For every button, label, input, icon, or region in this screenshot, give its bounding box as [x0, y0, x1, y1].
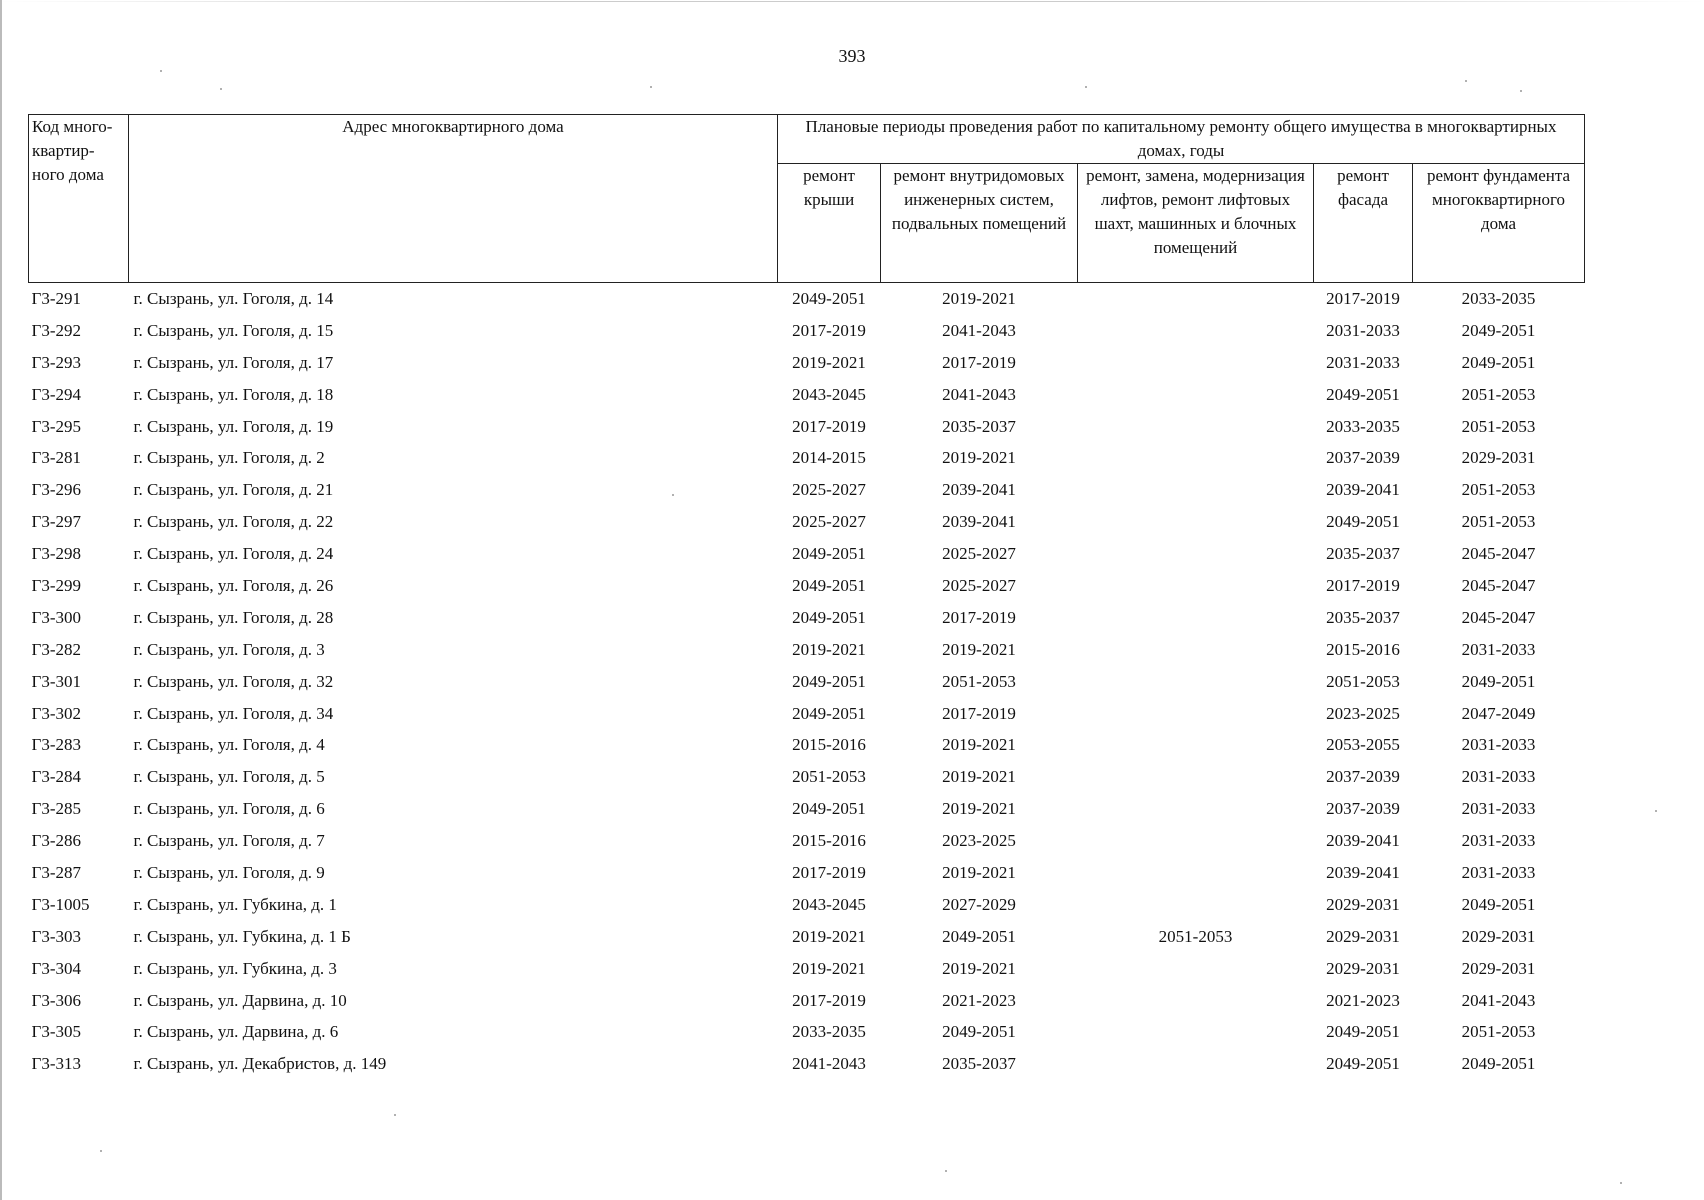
- repair-plan-table: [28, 114, 1585, 1080]
- house-code-cell: Г3-304: [31, 958, 81, 978]
- elevator-period-cell: [1078, 985, 1314, 1017]
- house-code-cell: Г3-293: [31, 352, 81, 372]
- house-address-cell: г. Сызрань, ул. Губкина, д. 1: [133, 894, 337, 914]
- engineering-period-cell: 2039-2041: [942, 512, 1016, 532]
- scan-speck: [1520, 90, 1522, 92]
- foundation-period-cell: 2029-2031: [1461, 448, 1536, 468]
- roof-period-cell: 2049-2051: [792, 671, 866, 691]
- roof-period-cell: 2041-2043: [792, 1054, 866, 1074]
- roof-period-cell: 2049-2051: [792, 799, 866, 819]
- roof-period-cell: 2017-2019: [792, 990, 866, 1010]
- scan-speck: [1655, 810, 1657, 812]
- foundation-period-cell: 2049-2051: [1461, 671, 1536, 691]
- house-code-cell: Г3-301: [31, 671, 81, 691]
- house-code-cell: Г3-283: [31, 735, 81, 755]
- house-code-cell: Г3-297: [31, 512, 81, 532]
- foundation-period-cell: 2051-2053: [1461, 1022, 1536, 1042]
- engineering-period-cell: 2017-2019: [942, 352, 1016, 372]
- roof-period-cell: 2019-2021: [792, 352, 866, 372]
- scan-speck: [394, 1114, 396, 1116]
- house-code-cell: Г3-305: [31, 1022, 81, 1042]
- engineering-period-cell: 2019-2021: [942, 735, 1016, 755]
- elevator-period-cell: [1078, 283, 1314, 315]
- roof-period-cell: 2043-2045: [792, 384, 866, 404]
- foundation-period-cell: 2045-2047: [1461, 544, 1536, 564]
- house-code-cell: Г3-296: [31, 480, 81, 500]
- foundation-period-cell: 2051-2053: [1461, 416, 1536, 436]
- elevator-period-cell: 2051-2053: [1158, 926, 1233, 946]
- engineering-period-cell: 2019-2021: [942, 958, 1016, 978]
- table-row: [29, 379, 1585, 411]
- house-address-cell: г. Сызрань, ул. Дарвина, д. 10: [133, 990, 347, 1010]
- header-elevators: ремонт, замена, модернизация лифтов, ремонт лифтовых шахт, машинных и блочных помещений: [1078, 164, 1314, 283]
- table-row: [29, 1048, 1585, 1080]
- roof-period-cell: 2051-2053: [792, 767, 866, 787]
- facade-period-cell: 2031-2033: [1326, 320, 1400, 340]
- facade-period-cell: 2049-2051: [1326, 1022, 1400, 1042]
- facade-period-cell: 2015-2016: [1326, 639, 1400, 659]
- table-row: [29, 474, 1585, 506]
- elevator-period-cell: [1078, 538, 1314, 570]
- table-row: [29, 985, 1585, 1017]
- house-address-cell: г. Сызрань, ул. Гоголя, д. 14: [133, 288, 334, 308]
- elevator-period-cell: [1078, 442, 1314, 474]
- house-code-cell: Г3-282: [31, 639, 81, 659]
- elevator-period-cell: [1078, 347, 1314, 379]
- house-address-cell: г. Сызрань, ул. Гоголя, д. 28: [133, 607, 334, 627]
- engineering-period-cell: 2041-2043: [942, 384, 1016, 404]
- table-row: [29, 315, 1585, 347]
- engineering-period-cell: 2049-2051: [942, 926, 1016, 946]
- house-code-cell: Г3-285: [31, 799, 81, 819]
- house-code-cell: Г3-1005: [31, 894, 90, 914]
- house-address-cell: г. Сызрань, ул. Губкина, д. 3: [133, 958, 337, 978]
- house-address-cell: г. Сызрань, ул. Гоголя, д. 24: [133, 544, 334, 564]
- engineering-period-cell: 2023-2025: [942, 831, 1016, 851]
- engineering-period-cell: 2051-2053: [942, 671, 1016, 691]
- facade-period-cell: 2039-2041: [1326, 862, 1400, 882]
- foundation-period-cell: 2031-2033: [1461, 862, 1536, 882]
- engineering-period-cell: 2021-2023: [942, 990, 1016, 1010]
- engineering-period-cell: 2025-2027: [942, 544, 1016, 564]
- house-address-cell: г. Сызрань, ул. Дарвина, д. 6: [133, 1022, 339, 1042]
- house-code-cell: Г3-302: [31, 703, 81, 723]
- table-row: [29, 442, 1585, 474]
- elevator-period-cell: [1078, 761, 1314, 793]
- roof-period-cell: 2017-2019: [792, 320, 866, 340]
- scan-top-edge: [0, 1, 1704, 2]
- foundation-period-cell: 2051-2053: [1461, 384, 1536, 404]
- house-address-cell: г. Сызрань, ул. Гоголя, д. 17: [133, 352, 334, 372]
- foundation-period-cell: 2045-2047: [1461, 575, 1536, 595]
- house-code-cell: Г3-281: [31, 448, 81, 468]
- foundation-period-cell: 2033-2035: [1461, 288, 1536, 308]
- header-foundation: ремонт фундамента многоквартирного дома: [1413, 164, 1585, 283]
- elevator-period-cell: [1078, 634, 1314, 666]
- facade-period-cell: 2049-2051: [1326, 384, 1400, 404]
- house-code-cell: Г3-294: [31, 384, 81, 404]
- house-code-cell: Г3-303: [31, 926, 81, 946]
- elevator-period-cell: [1078, 379, 1314, 411]
- facade-period-cell: 2017-2019: [1326, 288, 1400, 308]
- engineering-period-cell: 2019-2021: [942, 767, 1016, 787]
- foundation-period-cell: 2041-2043: [1461, 990, 1536, 1010]
- facade-period-cell: 2037-2039: [1326, 799, 1400, 819]
- roof-period-cell: 2019-2021: [792, 926, 866, 946]
- facade-period-cell: 2053-2055: [1326, 735, 1400, 755]
- elevator-period-cell: [1078, 857, 1314, 889]
- table-row: [29, 698, 1585, 730]
- table-row: [29, 283, 1585, 315]
- facade-period-cell: 2033-2035: [1326, 416, 1400, 436]
- scan-speck: [1465, 80, 1467, 82]
- roof-period-cell: 2049-2051: [792, 607, 866, 627]
- foundation-period-cell: 2031-2033: [1461, 831, 1536, 851]
- house-code-cell: Г3-286: [31, 831, 81, 851]
- facade-period-cell: 2049-2051: [1326, 512, 1400, 532]
- engineering-period-cell: 2041-2043: [942, 320, 1016, 340]
- house-address-cell: г. Сызрань, ул. Гоголя, д. 4: [133, 735, 325, 755]
- elevator-period-cell: [1078, 602, 1314, 634]
- table-row: [29, 634, 1585, 666]
- scan-speck: [100, 1150, 102, 1152]
- roof-period-cell: 2015-2016: [792, 831, 866, 851]
- roof-period-cell: 2017-2019: [792, 862, 866, 882]
- table-row: [29, 602, 1585, 634]
- scan-speck: [672, 494, 674, 496]
- table-row: [29, 729, 1585, 761]
- table-body: [29, 283, 1585, 1081]
- table-row: [29, 666, 1585, 698]
- foundation-period-cell: 2029-2031: [1461, 958, 1536, 978]
- facade-period-cell: 2023-2025: [1326, 703, 1400, 723]
- elevator-period-cell: [1078, 793, 1314, 825]
- foundation-period-cell: 2031-2033: [1461, 639, 1536, 659]
- house-code-cell: Г3-306: [31, 990, 81, 1010]
- engineering-period-cell: 2035-2037: [942, 416, 1016, 436]
- engineering-period-cell: 2017-2019: [942, 703, 1016, 723]
- foundation-period-cell: 2031-2033: [1461, 767, 1536, 787]
- table-row: [29, 347, 1585, 379]
- facade-period-cell: 2035-2037: [1326, 544, 1400, 564]
- header-engineering: ремонт внутридомовых инженерных систем, подвальных помещений: [881, 164, 1078, 283]
- house-code-cell: Г3-313: [31, 1054, 81, 1074]
- table-row: [29, 538, 1585, 570]
- foundation-period-cell: 2031-2033: [1461, 735, 1536, 755]
- roof-period-cell: 2049-2051: [792, 288, 866, 308]
- facade-period-cell: 2029-2031: [1326, 894, 1400, 914]
- roof-period-cell: 2025-2027: [792, 480, 866, 500]
- facade-period-cell: 2029-2031: [1326, 926, 1400, 946]
- facade-period-cell: 2039-2041: [1326, 831, 1400, 851]
- roof-period-cell: 2043-2045: [792, 894, 866, 914]
- foundation-period-cell: 2045-2047: [1461, 607, 1536, 627]
- scan-speck: [945, 1170, 947, 1172]
- house-address-cell: г. Сызрань, ул. Гоголя, д. 21: [133, 480, 334, 500]
- engineering-period-cell: 2039-2041: [942, 480, 1016, 500]
- roof-period-cell: 2033-2035: [792, 1022, 866, 1042]
- header-roof: ремонт крыши: [778, 164, 881, 283]
- roof-period-cell: 2019-2021: [792, 958, 866, 978]
- table-row: [29, 857, 1585, 889]
- house-address-cell: г. Сызрань, ул. Гоголя, д. 22: [133, 512, 334, 532]
- facade-period-cell: 2035-2037: [1326, 607, 1400, 627]
- house-address-cell: г. Сызрань, ул. Гоголя, д. 26: [133, 575, 334, 595]
- house-address-cell: г. Сызрань, ул. Гоголя, д. 15: [133, 320, 334, 340]
- house-code-cell: Г3-291: [31, 288, 81, 308]
- house-address-cell: г. Сызрань, ул. Гоголя, д. 2: [133, 448, 325, 468]
- foundation-period-cell: 2051-2053: [1461, 512, 1536, 532]
- foundation-period-cell: 2049-2051: [1461, 894, 1536, 914]
- house-address-cell: г. Сызрань, ул. Гоголя, д. 5: [133, 767, 325, 787]
- roof-period-cell: 2049-2051: [792, 575, 866, 595]
- roof-period-cell: 2025-2027: [792, 512, 866, 532]
- table-row: [29, 825, 1585, 857]
- page-number: 393: [838, 46, 866, 66]
- house-address-cell: г. Сызрань, ул. Гоголя, д. 32: [133, 671, 334, 691]
- roof-period-cell: 2049-2051: [792, 703, 866, 723]
- facade-period-cell: 2049-2051: [1326, 1054, 1400, 1074]
- table-row: [29, 506, 1585, 538]
- header-facade: ремонт фасада: [1314, 164, 1413, 283]
- house-address-cell: г. Сызрань, ул. Губкина, д. 1 Б: [133, 926, 351, 946]
- house-code-cell: Г3-298: [31, 544, 81, 564]
- table-header: [29, 115, 1585, 283]
- roof-period-cell: 2015-2016: [792, 735, 866, 755]
- elevator-period-cell: [1078, 315, 1314, 347]
- facade-period-cell: 2037-2039: [1326, 448, 1400, 468]
- foundation-period-cell: 2049-2051: [1461, 320, 1536, 340]
- engineering-period-cell: 2017-2019: [942, 607, 1016, 627]
- foundation-period-cell: 2047-2049: [1461, 703, 1536, 723]
- house-address-cell: г. Сызрань, ул. Гоголя, д. 3: [133, 639, 325, 659]
- table-row: [29, 889, 1585, 921]
- table-row: [29, 570, 1585, 602]
- scan-speck: [1085, 86, 1087, 88]
- engineering-period-cell: 2027-2029: [942, 894, 1016, 914]
- table-row: [29, 1016, 1585, 1048]
- foundation-period-cell: 2049-2051: [1461, 352, 1536, 372]
- foundation-period-cell: 2031-2033: [1461, 799, 1536, 819]
- elevator-period-cell: [1078, 825, 1314, 857]
- elevator-period-cell: [1078, 1048, 1314, 1080]
- house-address-cell: г. Сызрань, ул. Гоголя, д. 18: [133, 384, 334, 404]
- roof-period-cell: 2017-2019: [792, 416, 866, 436]
- elevator-period-cell: [1078, 666, 1314, 698]
- engineering-period-cell: 2025-2027: [942, 575, 1016, 595]
- table-row: [29, 411, 1585, 443]
- house-code-cell: Г3-292: [31, 320, 81, 340]
- engineering-period-cell: 2019-2021: [942, 288, 1016, 308]
- scan-speck: [220, 88, 222, 90]
- scan-speck: [160, 70, 162, 72]
- roof-period-cell: 2049-2051: [792, 544, 866, 564]
- house-address-cell: г. Сызрань, ул. Гоголя, д. 6: [133, 799, 325, 819]
- header-address: Адрес многоквартирного дома: [129, 115, 778, 283]
- elevator-period-cell: [1078, 1016, 1314, 1048]
- house-address-cell: г. Сызрань, ул. Гоголя, д. 34: [133, 703, 334, 723]
- engineering-period-cell: 2019-2021: [942, 799, 1016, 819]
- header-code: Код много-квартир-ного дома: [29, 115, 129, 283]
- elevator-period-cell: [1078, 411, 1314, 443]
- elevator-period-cell: [1078, 506, 1314, 538]
- scan-speck: [1620, 1182, 1622, 1184]
- engineering-period-cell: 2019-2021: [942, 862, 1016, 882]
- facade-period-cell: 2037-2039: [1326, 767, 1400, 787]
- engineering-period-cell: 2049-2051: [942, 1022, 1016, 1042]
- facade-period-cell: 2029-2031: [1326, 958, 1400, 978]
- roof-period-cell: 2019-2021: [792, 639, 866, 659]
- facade-period-cell: 2031-2033: [1326, 352, 1400, 372]
- scan-left-edge: [0, 0, 2, 1200]
- house-code-cell: Г3-300: [31, 607, 81, 627]
- facade-period-cell: 2051-2053: [1326, 671, 1400, 691]
- roof-period-cell: 2014-2015: [792, 448, 866, 468]
- foundation-period-cell: 2029-2031: [1461, 926, 1536, 946]
- header-periods: Плановые периоды проведения работ по капитальному ремонту общего имущества в многоквартирных домах, годы: [778, 115, 1585, 164]
- engineering-period-cell: 2019-2021: [942, 639, 1016, 659]
- house-address-cell: г. Сызрань, ул. Гоголя, д. 9: [133, 862, 325, 882]
- facade-period-cell: 2021-2023: [1326, 990, 1400, 1010]
- foundation-period-cell: 2049-2051: [1461, 1054, 1536, 1074]
- foundation-period-cell: 2051-2053: [1461, 480, 1536, 500]
- elevator-period-cell: [1078, 729, 1314, 761]
- house-code-cell: Г3-287: [31, 862, 81, 882]
- table-row: [29, 921, 1585, 953]
- facade-period-cell: 2017-2019: [1326, 575, 1400, 595]
- engineering-period-cell: 2019-2021: [942, 448, 1016, 468]
- house-code-cell: Г3-295: [31, 416, 81, 436]
- engineering-period-cell: 2035-2037: [942, 1054, 1016, 1074]
- house-address-cell: г. Сызрань, ул. Гоголя, д. 19: [133, 416, 334, 436]
- house-address-cell: г. Сызрань, ул. Декабристов, д. 149: [133, 1054, 387, 1074]
- scan-speck: [650, 86, 652, 88]
- elevator-period-cell: [1078, 889, 1314, 921]
- table-row: [29, 953, 1585, 985]
- house-code-cell: Г3-299: [31, 575, 81, 595]
- elevator-period-cell: [1078, 570, 1314, 602]
- elevator-period-cell: [1078, 698, 1314, 730]
- elevator-period-cell: [1078, 474, 1314, 506]
- elevator-period-cell: [1078, 953, 1314, 985]
- facade-period-cell: 2039-2041: [1326, 480, 1400, 500]
- table-row: [29, 761, 1585, 793]
- table-row: [29, 793, 1585, 825]
- house-address-cell: г. Сызрань, ул. Гоголя, д. 7: [133, 831, 325, 851]
- house-code-cell: Г3-284: [31, 767, 81, 787]
